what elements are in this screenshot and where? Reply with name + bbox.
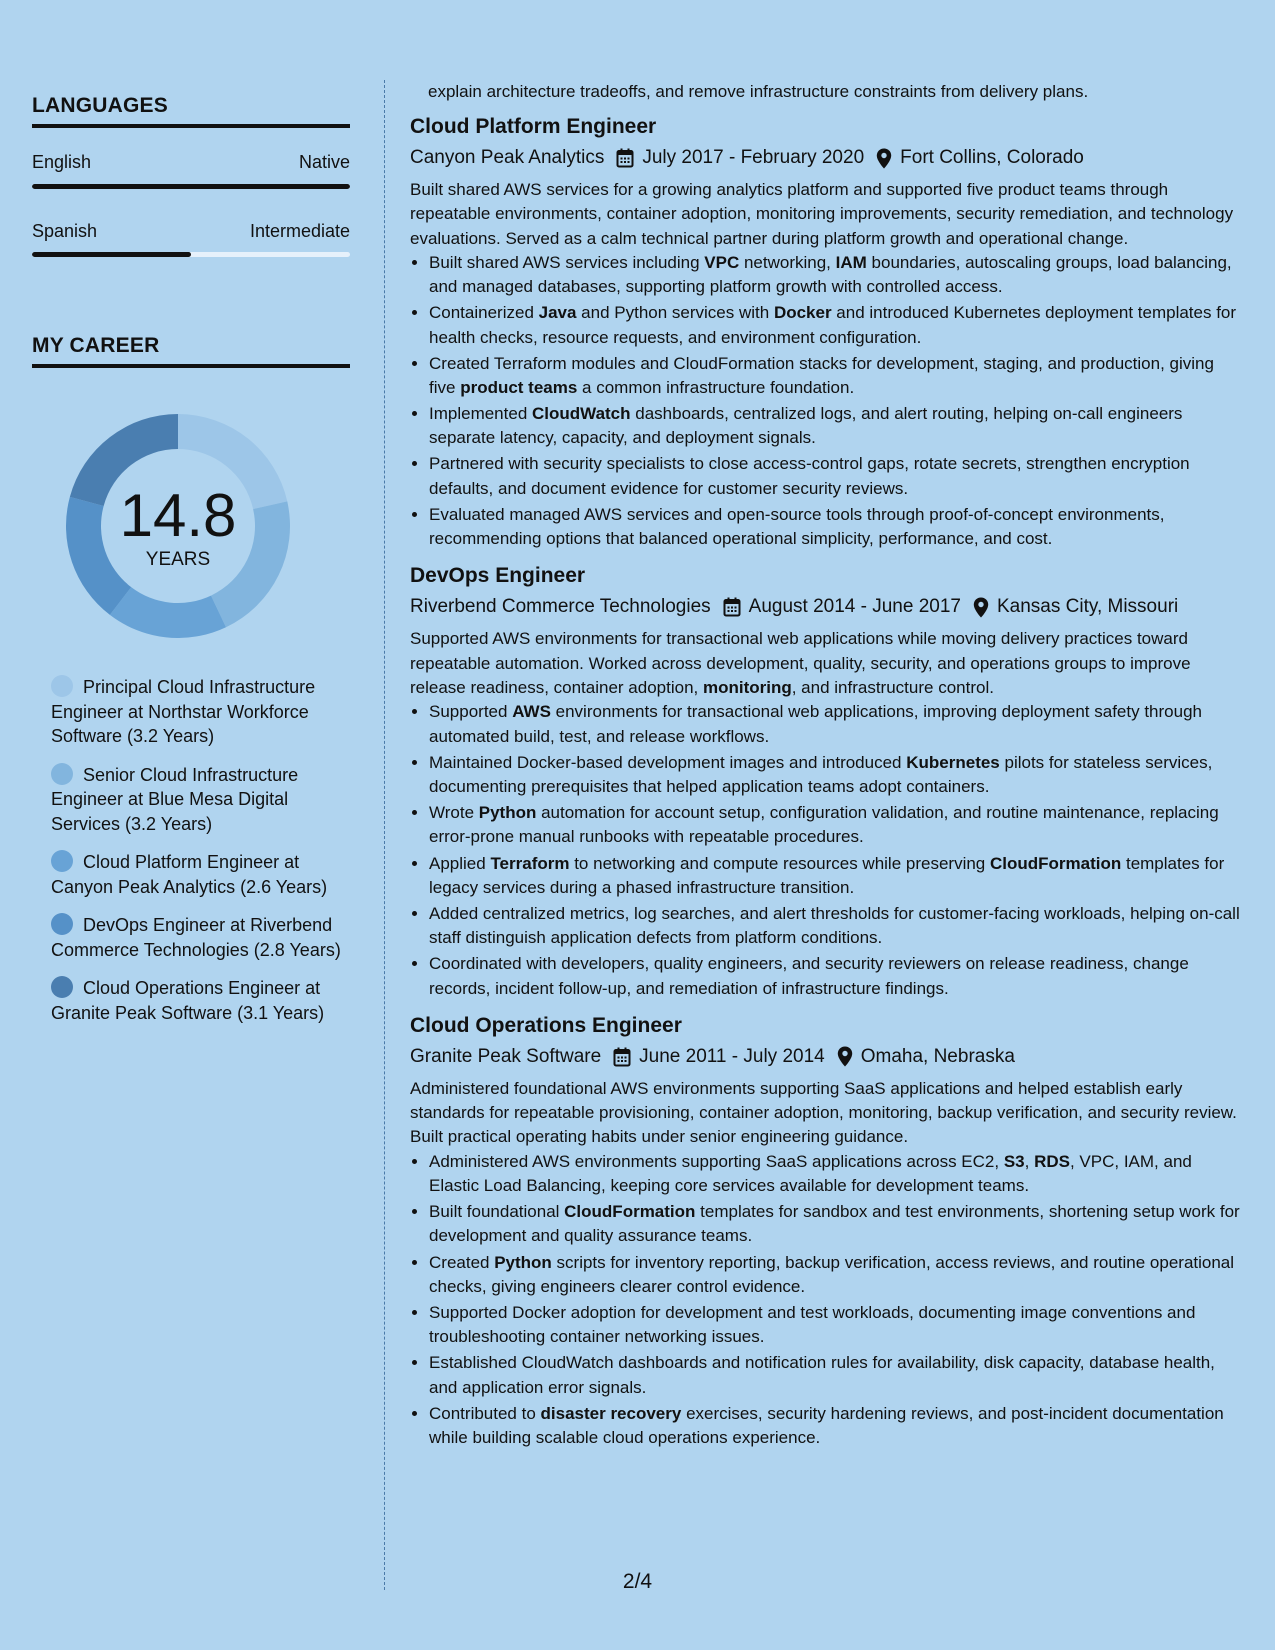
job-summary: Supported AWS environments for transactional web applications while moving delivery practices toward repeatable automation. Worked across development, quality, security, and operations groups to improve release readiness, container adoption, monitoring, and infrastructure control. (410, 629, 1191, 698)
career-donut-slice (110, 587, 226, 638)
page-number: 2/4 (622, 1570, 653, 1593)
job-bullet: • Administered AWS environments supporting SaaS applications across EC2, S3, RDS, VPC, IAM, and Elastic Load Balancing, keeping core services available for development teams. (429, 1150, 1244, 1199)
map-pin-icon (837, 1046, 853, 1067)
career-legend-label: DevOps Engineer at Riverbend Commerce Technologies (2.8 Years) (51, 915, 341, 960)
job-location: Fort Collins, Colorado (900, 147, 1084, 168)
legend-dot-icon (51, 675, 73, 697)
job-bullet: • Built foundational CloudFormation templates for sandbox and test environments, shortening setup work for development and quality assurance teams. (429, 1200, 1244, 1249)
language-level: Native (298, 152, 350, 172)
job-bullets (410, 700, 1244, 1001)
job-bullet: • Added centralized metrics, log searches, and alert thresholds for customer-facing workloads, helping on-call staff distinguish application defects from platform conditions. (429, 902, 1244, 951)
job-company: Riverbend Commerce Technologies (410, 596, 711, 618)
career-legend-label: Cloud Platform Engineer at Canyon Peak Analytics (2.6 Years) (51, 852, 328, 897)
career-legend-item (51, 675, 341, 749)
job-bullet: • Evaluated managed AWS services and open-source tools through proof-of-concept environments, recommending options that balanced operational simplicity, performance, and cost. (429, 503, 1244, 552)
language-spanish (32, 221, 350, 242)
language-bar-english (32, 184, 350, 189)
job-dates: July 2017 - February 2020 (642, 147, 865, 168)
job-meta (410, 146, 1244, 170)
career-legend-item (51, 763, 341, 837)
job-bullet: • Partnered with security specialists to close access-control gaps, rotate secrets, strengthen encryption defaults, and document evidence for customer security reviews. (429, 452, 1244, 501)
calendar-icon (723, 597, 741, 617)
job-bullets (410, 251, 1244, 552)
job-title: DevOps Engineer (410, 564, 586, 588)
language-bar-fill (32, 252, 191, 257)
legend-dot-icon (51, 850, 73, 872)
job-bullet: • Applied Terraform to networking and compute resources while preserving CloudFormation templates for legacy services during a phased infrastructure transition. (429, 852, 1244, 901)
job-bullet: • Contributed to disaster recovery exercises, security hardening reviews, and post-incident documentation while building scalable cloud operations experience. (429, 1402, 1244, 1451)
calendar-icon (616, 148, 634, 168)
column-divider (384, 80, 385, 1590)
language-english (32, 152, 350, 173)
legend-dot-icon (51, 763, 73, 785)
calendar-icon (613, 1047, 631, 1067)
job-meta (410, 1045, 1244, 1069)
map-pin-icon (876, 148, 892, 169)
job-entry (410, 114, 1244, 551)
job-title: Cloud Operations Engineer (410, 1013, 682, 1037)
career-legend-item (51, 850, 341, 899)
career-legend-label: Senior Cloud Infrastructure Engineer at Blue Mesa Digital Services (3.2 Years) (51, 764, 299, 834)
job-bullet: • Containerized Java and Python services with Docker and introduced Kubernetes deployment templates for health checks, resource requests, and environment configuration. (429, 301, 1244, 350)
job-dates: August 2014 - June 2017 (748, 596, 961, 618)
career-legend-item (51, 913, 341, 962)
map-pin-icon (973, 597, 989, 618)
job-bullet: • Maintained Docker-based development images and introduced Kubernetes pilots for stateless services, documenting prerequisites that helped application teams adopt containers. (429, 751, 1244, 800)
legend-dot-icon (51, 976, 73, 998)
job-bullet: • Created Terraform modules and CloudFormation stacks for development, staging, and production, giving five product teams a common infrastructure foundation. (429, 352, 1244, 401)
job-bullet: • Wrote Python automation for account setup, configuration validation, and routine maintenance, replacing error-prone manual runbooks with repeatable procedures. (429, 801, 1244, 850)
language-level: Intermediate (249, 221, 350, 241)
career-total-unit: YEARS (145, 549, 211, 570)
career-legend-label: Principal Cloud Infrastructure Engineer at Northstar Workforce Software (3.2 Years) (51, 677, 316, 746)
job-summary: Administered foundational AWS environments supporting SaaS applications and helped establish early standards for repeatable provisioning, container adoption, monitoring, backup verification, and security review. Built practical operating habits under senior engineering guidance. (410, 1078, 1237, 1147)
language-name: Spanish (32, 221, 98, 241)
job-bullets (410, 1150, 1244, 1451)
legend-dot-icon (51, 913, 73, 935)
continuation-text: explain architecture tradeoffs, and remove infrastructure constraints from delivery plans. (428, 82, 1089, 101)
job-location: Omaha, Nebraska (860, 1045, 1015, 1067)
job-bullet: • Supported Docker adoption for development and test workloads, documenting image conventions and troubleshooting container networking issues. (429, 1301, 1244, 1350)
job-summary: Built shared AWS services for a growing analytics platform and supported five product teams through repeatable environments, container adoption, monitoring improvements, security remediation, and technology evaluations. Served as a calm technical partner during platform growth and operational change. (410, 180, 1234, 248)
job-location: Kansas City, Missouri (996, 596, 1179, 618)
career-title: MY CAREER (32, 334, 350, 368)
job-dates: June 2011 - July 2014 (639, 1045, 825, 1067)
career-legend-label: Cloud Operations Engineer at Granite Peak Software (3.1 Years) (51, 978, 325, 1023)
job-bullet: • Coordinated with developers, quality engineers, and security reviewers on release readiness, change records, incident follow-up, and remediation of infrastructure findings. (429, 952, 1244, 1001)
language-bar-fill (32, 184, 350, 189)
languages-title: LANGUAGES (32, 94, 350, 128)
language-name: English (32, 152, 92, 172)
job-bullet: • Supported AWS environments for transactional web applications, improving deployment safety through automated build, test, and release workflows. (429, 700, 1244, 749)
job-bullet: • Established CloudWatch dashboards and notification rules for availability, disk capacity, database health, and application error signals. (429, 1351, 1244, 1400)
career-legend (51, 675, 341, 1039)
career-total-years: 14.8 (119, 482, 237, 549)
job-bullet: • Created Python scripts for inventory reporting, backup verification, access reviews, and routine operational checks, giving engineers clearer control evidence. (429, 1251, 1244, 1300)
job-company: Canyon Peak Analytics (410, 147, 605, 168)
job-meta (410, 595, 1244, 619)
job-entry (410, 1013, 1244, 1450)
job-bullet: • Implemented CloudWatch dashboards, centralized logs, and alert routing, helping on-call engineers separate latency, capacity, and deployment signals. (429, 402, 1244, 451)
job-company: Granite Peak Software (410, 1045, 602, 1067)
experience-list (410, 106, 1244, 1452)
job-title: Cloud Platform Engineer (410, 115, 657, 138)
language-bar-spanish (32, 252, 350, 257)
career-legend-item (51, 976, 341, 1025)
job-bullet: • Built shared AWS services including VPC networking, IAM boundaries, autoscaling groups, load balancing, and managed databases, supporting platform growth with controlled access. (429, 251, 1244, 300)
job-entry (410, 563, 1244, 1000)
